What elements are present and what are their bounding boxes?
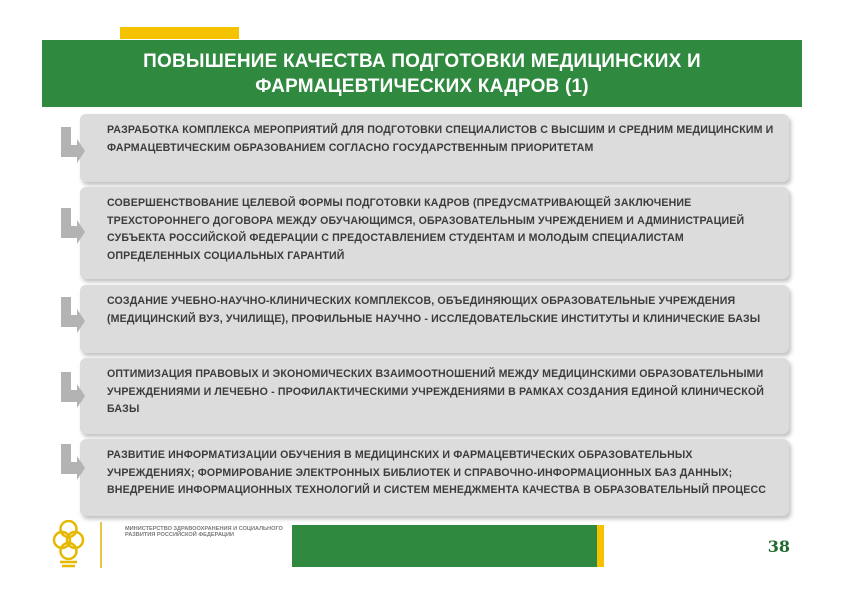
footer-divider bbox=[100, 522, 102, 568]
list-item bbox=[80, 114, 789, 182]
footer-green-bar bbox=[292, 525, 601, 567]
list-item-text: РАЗВИТИЕ ИНФОРМАТИЗАЦИИ ОБУЧЕНИЯ В МЕДИЦИНСКИХ И ФАРМАЦЕВТИЧЕСКИХ ОБРАЗОВАТЕЛЬНЫХ УЧРЕЖДЕНИЯХ; ФОРМИРОВАНИЕ ЭЛЕКТРОННЫХ БИБЛИОТЕК И СПРАВОЧНО-ИНФОРМАЦИОННЫХ БАЗ ДАННЫХ; ВНЕДРЕНИЕ ИНФОРМАЦИОННЫХ ТЕХНОЛОГИЙ И СИСТЕМ МЕНЕДЖМЕНТА КАЧЕСТВА В ОБРАЗОВАТЕЛЬНЫЙ ПРОЦЕСС bbox=[107, 449, 767, 496]
list-item bbox=[80, 439, 789, 516]
slide-header bbox=[42, 40, 802, 107]
bent-arrow-icon bbox=[57, 370, 87, 410]
ministry-logo-icon bbox=[42, 520, 132, 570]
list-item bbox=[80, 358, 789, 434]
list-item bbox=[80, 187, 789, 279]
slide-title: ПОВЫШЕНИЕ КАЧЕСТВА ПОДГОТОВКИ МЕДИЦИНСКИХ И ФАРМАЦЕВТИЧЕСКИХ КАДРОВ (1) bbox=[143, 50, 701, 97]
header-accent-bar bbox=[120, 27, 239, 39]
list-item bbox=[80, 285, 789, 353]
ministry-logo-text: МИНИСТЕРСТВО ЗДРАВООХРАНЕНИЯ И СОЦИАЛЬНОГО РАЗВИТИЯ РОССИЙСКОЙ ФЕДЕРАЦИИ bbox=[125, 526, 283, 539]
bent-arrow-icon bbox=[57, 206, 87, 246]
bent-arrow-icon bbox=[57, 125, 87, 165]
list-item-text: СОВЕРШЕНСТВОВАНИЕ ЦЕЛЕВОЙ ФОРМЫ ПОДГОТОВКИ КАДРОВ (ПРЕДУСМАТРИВАЮЩЕЙ ЗАКЛЮЧЕНИЕ ТРЕХСТОРОННЕГО ДОГОВОРА МЕЖДУ ОБУЧАЮЩИМСЯ, ОБРАЗОВАТЕЛЬНЫМ УЧРЕЖДЕНИЕМ И АДМИНИСТРАЦИЕЙ СУБЪЕКТА РОССИЙСКОЙ ФЕДЕРАЦИИ С ПРЕДОСТАВЛЕНИЕМ СТУДЕНТАМ И МОЛОДЫМ СПЕЦИАЛИСТАМ ОПРЕДЕЛЕННЫХ СОЦИАЛЬНЫХ ГАРАНТИЙ bbox=[107, 197, 745, 262]
list-item-text: СОЗДАНИЕ УЧЕБНО-НАУЧНО-КЛИНИЧЕСКИХ КОМПЛЕКСОВ, ОБЪЕДИНЯЮЩИХ ОБРАЗОВАТЕЛЬНЫЕ УЧРЕЖДЕНИЯ (МЕДИЦИНСКИЙ ВУЗ, УЧИЛИЩЕ), ПРОФИЛЬНЫЕ НАУЧНО - ИССЛЕДОВАТЕЛЬСКИЕ ИНСТИТУТЫ И КЛИНИЧЕСКИЕ БАЗЫ bbox=[107, 295, 761, 325]
bent-arrow-icon bbox=[57, 295, 87, 335]
page-number: 38 bbox=[767, 537, 790, 556]
bent-arrow-icon bbox=[57, 442, 87, 482]
list-item-text: РАЗРАБОТКА КОМПЛЕКСА МЕРОПРИЯТИЙ ДЛЯ ПОДГОТОВКИ СПЕЦИАЛИСТОВ С ВЫСШИМ И СРЕДНИМ МЕДИЦИНСКИМ И ФАРМАЦЕВТИЧЕСКИМ ОБРАЗОВАНИЕМ СОГЛАСНО ГОСУДАРСТВЕННЫМ ПРИОРИТЕТАМ bbox=[107, 124, 774, 154]
footer-accent-bar bbox=[597, 525, 604, 567]
list-item-text: ОПТИМИЗАЦИЯ ПРАВОВЫХ И ЭКОНОМИЧЕСКИХ ВЗАИМООТНОШЕНИЙ МЕЖДУ МЕДИЦИНСКИМИ ОБРАЗОВАТЕЛЬНЫМИ УЧРЕЖДЕНИЯМИ И ЛЕЧЕБНО - ПРОФИЛАКТИЧЕСКИМИ УЧРЕЖДЕНИЯМИ В РАМКАХ СОЗДАНИЯ ЕДИНОЙ КЛИНИЧЕСКОЙ БАЗЫ bbox=[107, 368, 765, 415]
